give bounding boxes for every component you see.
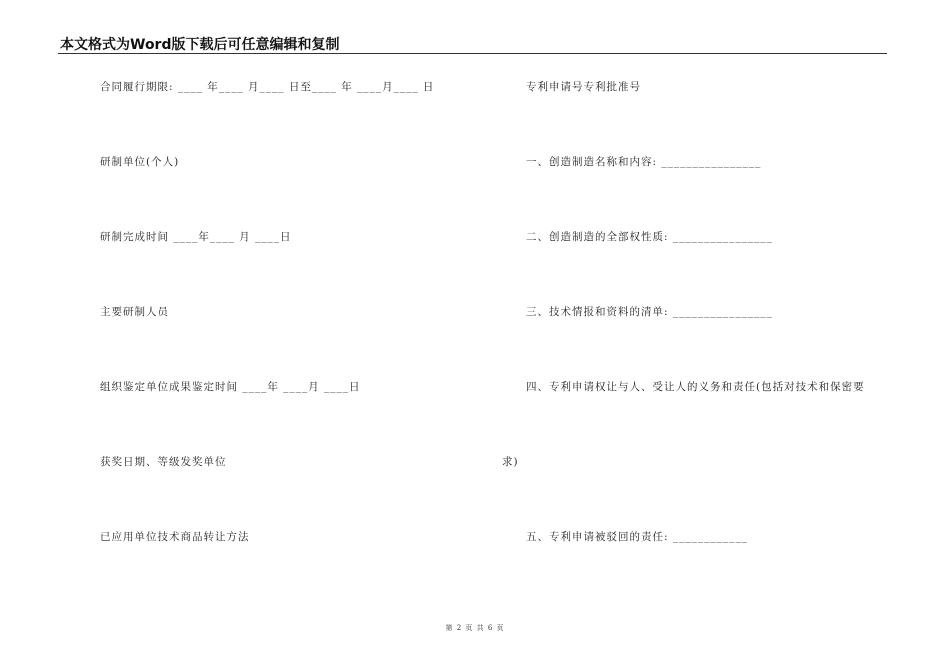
rejection-liability-line: 五、专利申请被驳回的责任: ____________: [526, 531, 748, 543]
invention-name-line: 一、创造制造名称和内容: ________________: [526, 156, 762, 168]
contract-period-line: 合同履行期限: ____ 年____ 月____ 日至____ 年 ____月____ 日: [100, 81, 435, 93]
completion-time-line: 研制完成时间 ____年____ 月 ____日: [100, 231, 292, 243]
technical-materials-line: 三、技术情报和资料的清单: ________________: [526, 306, 773, 318]
main-developers-line: 主要研制人员: [100, 306, 169, 318]
document-header-title: 本文格式为Word版下载后可任意编辑和复制: [60, 37, 340, 53]
obligations-line-continued: 求): [502, 456, 519, 468]
header-divider: [58, 53, 887, 54]
patent-number-line: 专利申请号专利批准号: [526, 81, 641, 93]
obligations-line: 四、专利申请权让与人、受让人的义务和责任(包括对技术和保密要: [526, 381, 865, 393]
award-line: 获奖日期、等级发奖单位: [100, 456, 227, 468]
ownership-nature-line: 二、创造制造的全部权性质: ________________: [526, 231, 773, 243]
appraisal-line: 组织鉴定单位成果鉴定时间 ____年 ____月 ____日: [100, 381, 361, 393]
developer-unit-line: 研制单位(个人): [100, 156, 180, 168]
page-number: 第 2 页 共 6 页: [445, 624, 505, 632]
application-line: 已应用单位技术商品转让方法: [100, 531, 250, 543]
